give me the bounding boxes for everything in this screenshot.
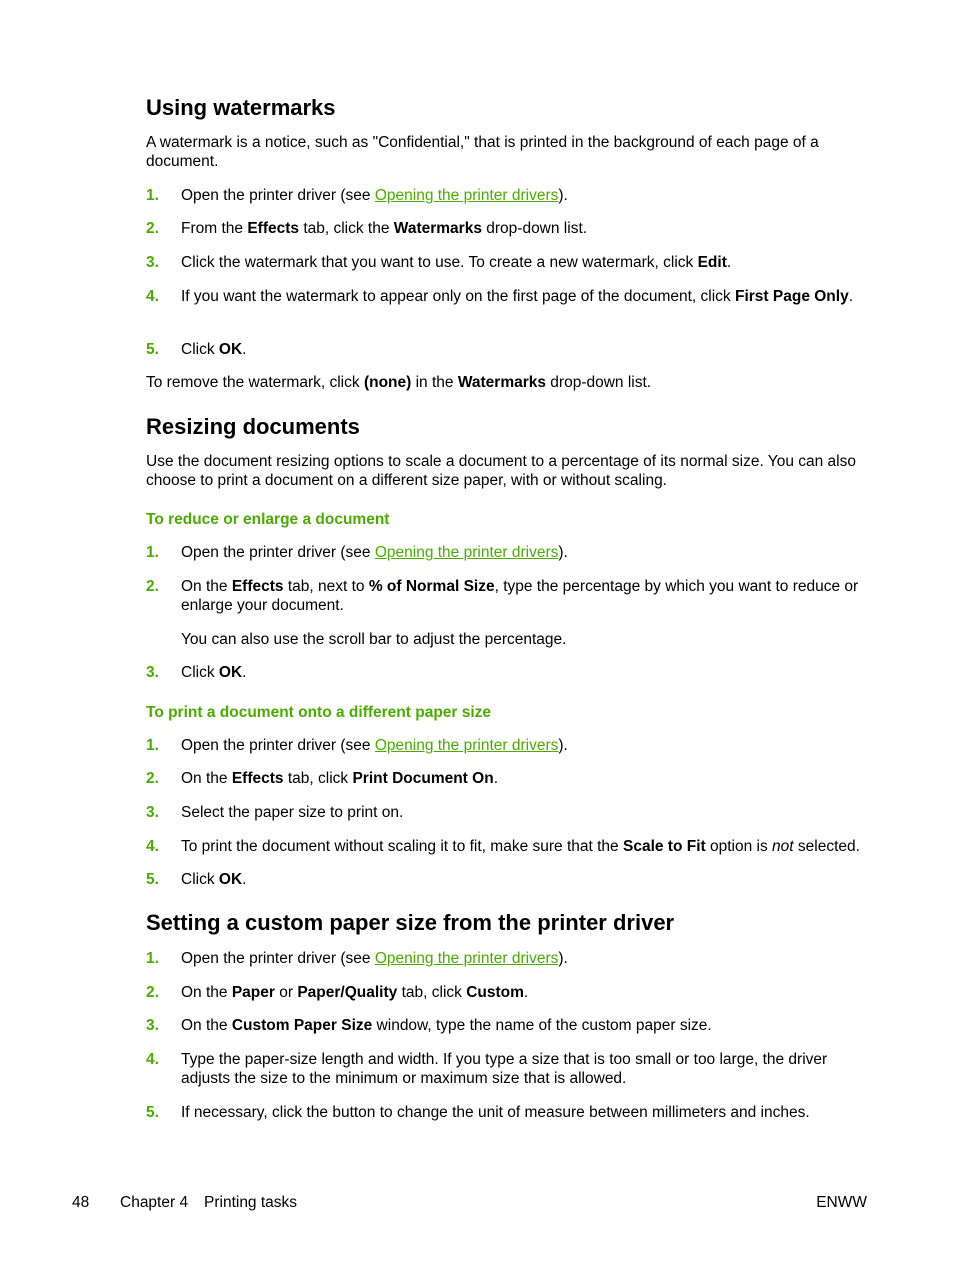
- text-run: tab, next to: [283, 578, 369, 595]
- text-run: , type the percentage by which you want to reduce or enlarge your document.: [181, 578, 859, 614]
- text-run: tab, click the: [299, 220, 394, 237]
- text-run: To print the document without scaling it to fit, make sure that the: [181, 838, 623, 855]
- reduce-step-2-note: You can also use the scroll bar to adjust the percentage.: [181, 631, 567, 648]
- opening-printer-drivers-link[interactable]: Opening the printer drivers: [374, 737, 559, 754]
- step-number: 1.: [146, 950, 159, 967]
- text-run: ).: [558, 544, 568, 561]
- text-run: tab, click: [283, 770, 353, 787]
- step-number: 5.: [146, 871, 159, 888]
- text-run: If necessary, click the button to change the unit of measure between millimeters and inches.: [181, 1104, 810, 1121]
- watermarks-intro: A watermark is a notice, such as "Confidential," that is printed in the background of each page of a document.: [146, 134, 819, 170]
- bold-term: Watermarks: [457, 374, 546, 391]
- text-run: selected.: [793, 838, 860, 855]
- text-run: Open the printer driver (see: [181, 187, 375, 204]
- bold-term: Watermarks: [393, 220, 482, 237]
- custom-step-4: [181, 1050, 871, 1088]
- text-run: ).: [558, 187, 568, 204]
- text-run: On the: [181, 984, 232, 1001]
- text-run: From the: [181, 220, 248, 237]
- text-run: Click: [181, 871, 219, 888]
- step-number: 1.: [146, 187, 159, 204]
- text-run: On the: [181, 1017, 232, 1034]
- text-run: Open the printer driver (see: [181, 737, 375, 754]
- step-number: 3.: [146, 804, 159, 821]
- text-run: Open the printer driver (see: [181, 544, 375, 561]
- paper-step-4: [181, 837, 871, 856]
- text-run: Click: [181, 664, 219, 681]
- watermarks-step-3: [181, 253, 871, 272]
- text-run: window, type the name of the custom paper size.: [372, 1017, 712, 1034]
- opening-printer-drivers-link[interactable]: Opening the printer drivers: [374, 187, 559, 204]
- reduce-step-2: [181, 577, 871, 615]
- watermarks-step-2: [181, 219, 871, 238]
- text-run: .: [726, 254, 732, 271]
- text-run: ).: [558, 950, 568, 967]
- step-number: 4.: [146, 838, 159, 855]
- text-run: in the: [411, 374, 458, 391]
- resizing-intro: Use the document resizing options to scale a document to a percentage of its normal size. You can also choose to print a document on a different size paper, with or without scaling.: [146, 453, 856, 489]
- step-number: 5.: [146, 341, 159, 358]
- footer-chapter-title: Printing tasks: [204, 1194, 298, 1211]
- reduce-step-1: [181, 543, 871, 562]
- opening-printer-drivers-link[interactable]: Opening the printer drivers: [374, 544, 559, 561]
- footer-chapter: Chapter 4: [120, 1194, 189, 1211]
- text-run: If you want the watermark to appear only on the first page of the document, click: [181, 288, 735, 305]
- text-run: .: [242, 341, 247, 358]
- text-run: .: [848, 288, 854, 305]
- custom-step-5: [181, 1103, 871, 1122]
- bold-term: Scale to Fit: [622, 838, 706, 855]
- step-number: 2.: [146, 220, 159, 237]
- text-run: Select the paper size to print on.: [181, 804, 404, 821]
- watermarks-step-1: [181, 186, 871, 205]
- bold-term: Edit: [697, 254, 727, 271]
- text-run: .: [493, 770, 498, 787]
- bold-term: First Page Only: [735, 288, 849, 305]
- section-title-resizing: Resizing documents: [146, 414, 360, 439]
- text-run: ).: [558, 737, 568, 754]
- custom-step-1: [181, 949, 871, 968]
- bold-term: Effects: [247, 220, 300, 237]
- step-number: 4.: [146, 288, 159, 305]
- step-number: 2.: [146, 984, 159, 1001]
- step-number: 3.: [146, 664, 159, 681]
- text-run: .: [523, 984, 529, 1001]
- bold-term: OK: [218, 341, 243, 358]
- footer-code: ENWW: [816, 1194, 867, 1211]
- watermarks-step-5: [181, 340, 871, 359]
- section-title-watermarks: Using watermarks: [146, 95, 336, 120]
- opening-printer-drivers-link[interactable]: Opening the printer drivers: [374, 950, 559, 967]
- emphasis: not: [772, 838, 794, 855]
- paper-step-5: [181, 870, 871, 889]
- text-run: Click the watermark that you want to use. To create a new watermark, click: [181, 254, 698, 271]
- bold-term: OK: [218, 664, 243, 681]
- step-number: 5.: [146, 1104, 159, 1121]
- bold-term: Print Document On: [352, 770, 494, 787]
- bold-term: (none): [363, 374, 412, 391]
- bold-term: Paper/Quality: [297, 984, 398, 1001]
- bold-term: Effects: [231, 578, 284, 595]
- footer-page-number: 48: [72, 1194, 90, 1211]
- step-number: 3.: [146, 1017, 159, 1034]
- bold-term: % of Normal Size: [368, 578, 495, 595]
- text-run: .: [242, 871, 247, 888]
- paper-step-3: [181, 803, 871, 822]
- step-number: 2.: [146, 770, 159, 787]
- subsection-title-reduce-enlarge: To reduce or enlarge a document: [146, 511, 390, 528]
- step-number: 2.: [146, 578, 159, 595]
- text-run: To remove the watermark, click: [146, 374, 364, 391]
- step-number: 3.: [146, 254, 159, 271]
- step-number: 1.: [146, 737, 159, 754]
- paper-step-1: [181, 736, 871, 755]
- text-run: drop-down list.: [481, 220, 588, 237]
- bold-term: Effects: [231, 770, 284, 787]
- text-run: On the: [181, 770, 232, 787]
- bold-term: Custom Paper Size: [231, 1017, 373, 1034]
- text-run: drop-down list.: [546, 374, 652, 391]
- custom-step-3: [181, 1016, 871, 1035]
- text-run: option is: [705, 838, 773, 855]
- watermarks-outro: [146, 373, 872, 392]
- text-run: Open the printer driver (see: [181, 950, 375, 967]
- step-number: 4.: [146, 1051, 159, 1068]
- reduce-step-3: [181, 663, 871, 682]
- text-run: On the: [181, 578, 232, 595]
- watermarks-step-4: [181, 287, 871, 306]
- text-run: .: [242, 664, 247, 681]
- text-run: or: [274, 984, 298, 1001]
- subsection-title-different-paper: To print a document onto a different paper size: [146, 704, 492, 721]
- bold-term: Custom: [466, 984, 524, 1001]
- step-number: 1.: [146, 544, 159, 561]
- bold-term: OK: [218, 871, 243, 888]
- custom-step-2: [181, 983, 871, 1002]
- text-run: tab, click: [397, 984, 467, 1001]
- section-title-custom-paper: Setting a custom paper size from the printer driver: [146, 910, 675, 935]
- paper-step-2: [181, 769, 871, 788]
- text-run: Click: [181, 341, 219, 358]
- text-run: Type the paper-size length and width. If you type a size that is too small or too large, the driver adjusts the size to the minimum or maximum size that is allowed.: [181, 1051, 828, 1087]
- bold-term: Paper: [231, 984, 275, 1001]
